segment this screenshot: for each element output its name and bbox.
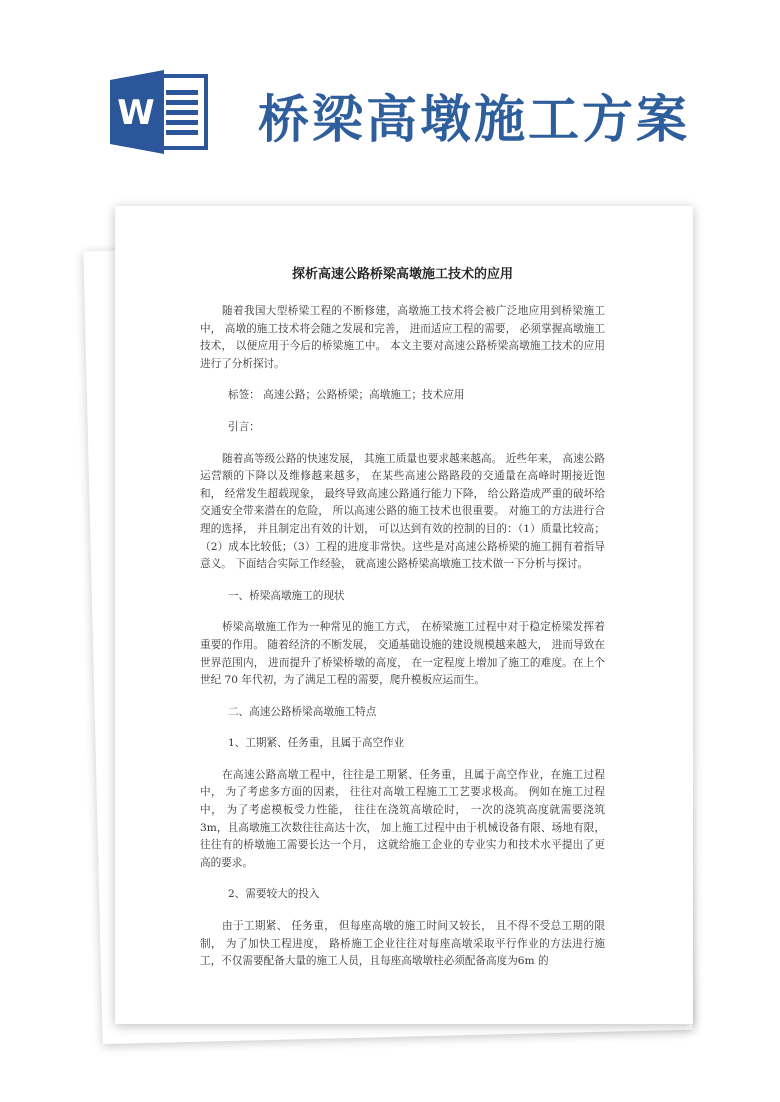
banner-title: 桥梁高墩施工方案 <box>258 91 691 150</box>
subsection1-paragraph: 在高速公路高墩工程中，往往是工期紧、任务重，且属于高空作业，在施工过程中， 为了考虑多方面的因素， 往往对高墩工程施工工艺要求极高。 例如在施工过程中， 为了考虑模板受力性能， 往往在浇筑高墩砼时， 一次的浇筑高度就需要浇筑 3m，且高墩施工次数往往高达十次， 加上施工过程中由于机械设备有限、场地有限， 往往有的桥墩施工需要长达一个月， 这就给施工企业的专业实力和技术水平提出了更高的要求。 <box>200 768 605 869</box>
word-document-icon <box>110 70 208 154</box>
section1-heading: 一、桥梁高墩施工的现状 <box>228 589 345 602</box>
keywords-line: 标签： 高速公路；公路桥梁；高墩施工；技术应用 <box>228 389 465 402</box>
intro-label: 引言： <box>228 420 260 433</box>
document-content <box>200 263 605 985</box>
intro-paragraph: 随着高等级公路的快速发展， 其施工质量也要求越来越高。 近些年来， 高速公路运营额的下降以及维修越来越多， 在某些高速公路路段的交通量在高峰时期接近饱和， 经常发生超载现象， 最终导致高速公路通行能力下降， 给公路造成严重的破坏给交通安全带来潜在的危险， 所以高速公路的施工技术也很重要。 对施工的方法进行合理的选择， 并且制定出有效的计划， 可以达到有效的控制的目的：（1）质量比较高；（2）成本比较低；（3）工程的进度非常快。这些是对高速公路桥梁的施工拥有着指导意义。 下面结合实际工作经验， 就高速公路桥梁高墩施工技术做一下分析与探讨。 <box>200 452 605 571</box>
word-logo-letter: W <box>117 93 155 133</box>
document-page <box>115 206 693 1024</box>
section1-paragraph: 桥梁高墩施工作为一种常见的施工方式， 在桥梁施工过程中对于稳定桥梁发挥着重要的作用。 随着经济的不断发展， 交通基础设施的建设规模越来越大， 进而导致在世界范围内， 进而提升了桥梁桥墩的高度， 在一定程度上增加了施工的难度。在上个世纪 70 年代初，为了满足工程的需要，爬升模板应运而生。 <box>200 621 605 687</box>
abstract-paragraph: 随着我国大型桥梁工程的不断修建，高墩施工技术将会被广泛地应用到桥梁施工中， 高墩的施工技术将会随之发展和完善， 进而适应工程的需要， 必须掌握高墩施工技术， 以便应用于今后的桥梁施工中。 本文主要对高速公路桥梁高墩施工技术的应用进行了分析探讨。 <box>200 305 605 370</box>
subsection1-heading: 1、工期紧、任务重，且属于高空作业 <box>228 737 405 750</box>
section2-heading: 二、高速公路桥梁高墩施工特点 <box>228 705 377 718</box>
banner <box>0 0 780 200</box>
subsection2-heading: 2、需要较大的投入 <box>228 888 320 901</box>
document-title: 探析高速公路桥梁高墩施工技术的应用 <box>291 267 513 282</box>
subsection2-paragraph: 由于工期紧、 任务重， 但每座高墩的施工时间又较长， 且不得不受总工期的限制， 为了加快工程进度， 路桥施工企业往往对每座高墩采取平行作业的方法进行施工，不仅需要配备大量的施工人员，且每座高墩墩柱必须配备高度为6m 的 <box>200 920 605 968</box>
